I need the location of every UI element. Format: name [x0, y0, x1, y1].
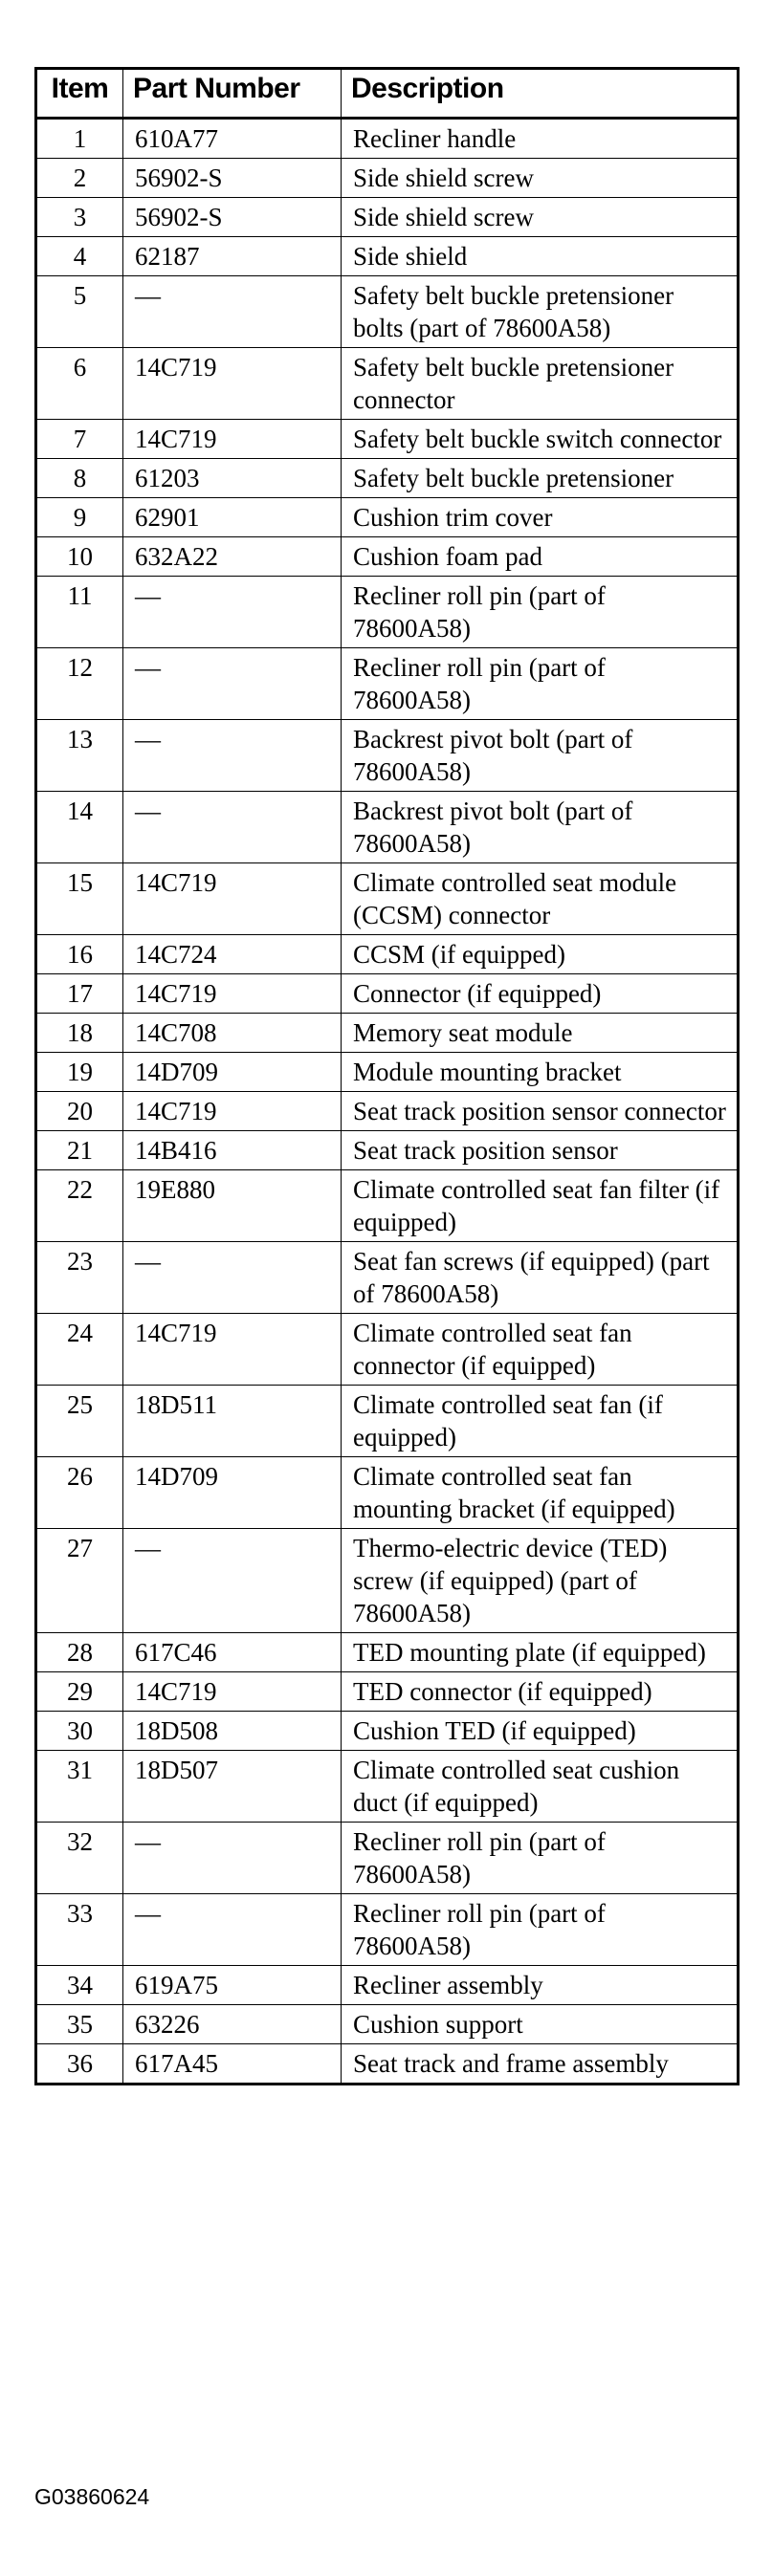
item-cell: 18 — [36, 1014, 123, 1053]
part-number-cell: 62901 — [123, 498, 342, 537]
part-number-cell: 617C46 — [123, 1633, 342, 1672]
part-number-cell: — — [123, 1894, 342, 1966]
description-cell: Climate controlled seat fan filter (if equipped) — [342, 1170, 739, 1242]
table-row — [36, 720, 739, 792]
description-cell: Climate controlled seat fan (if equipped) — [342, 1386, 739, 1457]
table-row — [36, 1131, 739, 1170]
item-cell: 35 — [36, 2005, 123, 2044]
table-row — [36, 1894, 739, 1966]
description-cell: Seat fan screws (if equipped) (part of 78600A58) — [342, 1242, 739, 1314]
description-cell: Cushion trim cover — [342, 498, 739, 537]
item-cell: 21 — [36, 1131, 123, 1170]
description-cell: Safety belt buckle switch connector — [342, 420, 739, 459]
description-cell: Seat track position sensor connector — [342, 1092, 739, 1131]
item-cell: 29 — [36, 1672, 123, 1712]
part-number-cell: 14C719 — [123, 348, 342, 420]
item-cell: 16 — [36, 935, 123, 974]
part-number-cell: 14C719 — [123, 1092, 342, 1131]
part-number-cell: — — [123, 1823, 342, 1894]
description-cell: Side shield — [342, 237, 739, 276]
part-number-cell: 610A77 — [123, 119, 342, 159]
header-row — [36, 69, 739, 119]
description-cell: Thermo-electric device (TED) screw (if equipped) (part of 78600A58) — [342, 1529, 739, 1633]
header-item: Item — [36, 69, 123, 119]
item-cell: 11 — [36, 577, 123, 648]
item-cell: 14 — [36, 792, 123, 863]
table-row — [36, 2044, 739, 2085]
part-number-cell: 19E880 — [123, 1170, 342, 1242]
description-cell: Safety belt buckle pretensioner connector — [342, 348, 739, 420]
part-number-cell: 632A22 — [123, 537, 342, 577]
part-number-cell: 617A45 — [123, 2044, 342, 2085]
part-number-cell: 56902-S — [123, 159, 342, 198]
description-cell: Memory seat module — [342, 1014, 739, 1053]
header-part-number: Part Number — [123, 69, 342, 119]
item-cell: 25 — [36, 1386, 123, 1457]
description-cell: Recliner assembly — [342, 1966, 739, 2005]
description-cell: Seat track position sensor — [342, 1131, 739, 1170]
description-cell: Recliner handle — [342, 119, 739, 159]
item-cell: 12 — [36, 648, 123, 720]
table-row — [36, 198, 739, 237]
item-cell: 32 — [36, 1823, 123, 1894]
part-number-cell: — — [123, 720, 342, 792]
part-number-cell: — — [123, 648, 342, 720]
item-cell: 19 — [36, 1053, 123, 1092]
description-cell: TED connector (if equipped) — [342, 1672, 739, 1712]
table-row — [36, 1170, 739, 1242]
table-row — [36, 1092, 739, 1131]
item-cell: 22 — [36, 1170, 123, 1242]
description-cell: Climate controlled seat module (CCSM) connector — [342, 863, 739, 935]
part-number-cell: 14C719 — [123, 1314, 342, 1386]
item-cell: 13 — [36, 720, 123, 792]
description-cell: Climate controlled seat cushion duct (if equipped) — [342, 1751, 739, 1823]
part-number-cell: 14C708 — [123, 1014, 342, 1053]
description-cell: TED mounting plate (if equipped) — [342, 1633, 739, 1672]
table-row — [36, 1386, 739, 1457]
description-cell: Recliner roll pin (part of 78600A58) — [342, 1823, 739, 1894]
table-row — [36, 974, 739, 1014]
description-cell: Side shield screw — [342, 198, 739, 237]
item-cell: 36 — [36, 2044, 123, 2085]
description-cell: Backrest pivot bolt (part of 78600A58) — [342, 720, 739, 792]
table-row — [36, 276, 739, 348]
description-cell: Cushion support — [342, 2005, 739, 2044]
table-row — [36, 1672, 739, 1712]
item-cell: 9 — [36, 498, 123, 537]
item-cell: 17 — [36, 974, 123, 1014]
table-row — [36, 863, 739, 935]
part-number-cell: 14B416 — [123, 1131, 342, 1170]
table-row — [36, 1633, 739, 1672]
item-cell: 23 — [36, 1242, 123, 1314]
part-number-cell: — — [123, 1242, 342, 1314]
table-row — [36, 1751, 739, 1823]
part-number-cell: 14C719 — [123, 420, 342, 459]
description-cell: Climate controlled seat fan mounting bracket (if equipped) — [342, 1457, 739, 1529]
description-cell: Recliner roll pin (part of 78600A58) — [342, 577, 739, 648]
item-cell: 34 — [36, 1966, 123, 2005]
part-number-cell: 14C719 — [123, 1672, 342, 1712]
table-row — [36, 1457, 739, 1529]
table-row — [36, 648, 739, 720]
item-cell: 31 — [36, 1751, 123, 1823]
item-cell: 28 — [36, 1633, 123, 1672]
description-cell: Side shield screw — [342, 159, 739, 198]
part-number-cell: 14D709 — [123, 1457, 342, 1529]
table-row — [36, 1529, 739, 1633]
part-number-cell: 14C724 — [123, 935, 342, 974]
part-number-cell: 14C719 — [123, 974, 342, 1014]
part-number-cell: 18D511 — [123, 1386, 342, 1457]
description-cell: Cushion TED (if equipped) — [342, 1712, 739, 1751]
item-cell: 26 — [36, 1457, 123, 1529]
part-number-cell: 14D709 — [123, 1053, 342, 1092]
item-cell: 1 — [36, 119, 123, 159]
table-row — [36, 1712, 739, 1751]
part-number-cell: 18D508 — [123, 1712, 342, 1751]
item-cell: 15 — [36, 863, 123, 935]
table-row — [36, 1823, 739, 1894]
part-number-cell: — — [123, 577, 342, 648]
table-row — [36, 1314, 739, 1386]
item-cell: 3 — [36, 198, 123, 237]
part-number-cell: 18D507 — [123, 1751, 342, 1823]
part-number-cell: 56902-S — [123, 198, 342, 237]
description-cell: Safety belt buckle pretensioner bolts (part of 78600A58) — [342, 276, 739, 348]
table-row — [36, 537, 739, 577]
part-number-cell: 619A75 — [123, 1966, 342, 2005]
table-row — [36, 237, 739, 276]
table-row — [36, 577, 739, 648]
table-row — [36, 1014, 739, 1053]
parts-table — [34, 67, 740, 2085]
part-number-cell: — — [123, 276, 342, 348]
table-row — [36, 1242, 739, 1314]
table-row — [36, 459, 739, 498]
item-cell: 8 — [36, 459, 123, 498]
description-cell: Recliner roll pin (part of 78600A58) — [342, 1894, 739, 1966]
table-row — [36, 498, 739, 537]
item-cell: 30 — [36, 1712, 123, 1751]
item-cell: 7 — [36, 420, 123, 459]
item-cell: 27 — [36, 1529, 123, 1633]
item-cell: 2 — [36, 159, 123, 198]
part-number-cell: — — [123, 1529, 342, 1633]
item-cell: 24 — [36, 1314, 123, 1386]
table-row — [36, 348, 739, 420]
part-number-cell: 61203 — [123, 459, 342, 498]
description-cell: CCSM (if equipped) — [342, 935, 739, 974]
description-cell: Module mounting bracket — [342, 1053, 739, 1092]
table-row — [36, 1053, 739, 1092]
item-cell: 33 — [36, 1894, 123, 1966]
item-cell: 10 — [36, 537, 123, 577]
description-cell: Connector (if equipped) — [342, 974, 739, 1014]
part-number-cell: 62187 — [123, 237, 342, 276]
table-row — [36, 159, 739, 198]
item-cell: 4 — [36, 237, 123, 276]
table-row — [36, 1966, 739, 2005]
description-cell: Recliner roll pin (part of 78600A58) — [342, 648, 739, 720]
item-cell: 6 — [36, 348, 123, 420]
table-row — [36, 935, 739, 974]
item-cell: 5 — [36, 276, 123, 348]
table-row — [36, 2005, 739, 2044]
header-description: Description — [342, 69, 739, 119]
description-cell: Backrest pivot bolt (part of 78600A58) — [342, 792, 739, 863]
part-number-cell: 63226 — [123, 2005, 342, 2044]
part-number-cell: 14C719 — [123, 863, 342, 935]
description-cell: Cushion foam pad — [342, 537, 739, 577]
table-row — [36, 792, 739, 863]
description-cell: Climate controlled seat fan connector (if equipped) — [342, 1314, 739, 1386]
table-row — [36, 119, 739, 159]
description-cell: Seat track and frame assembly — [342, 2044, 739, 2085]
item-cell: 20 — [36, 1092, 123, 1131]
description-cell: Safety belt buckle pretensioner — [342, 459, 739, 498]
part-number-cell: — — [123, 792, 342, 863]
figure-id: G03860624 — [34, 2484, 150, 2509]
table-row — [36, 420, 739, 459]
